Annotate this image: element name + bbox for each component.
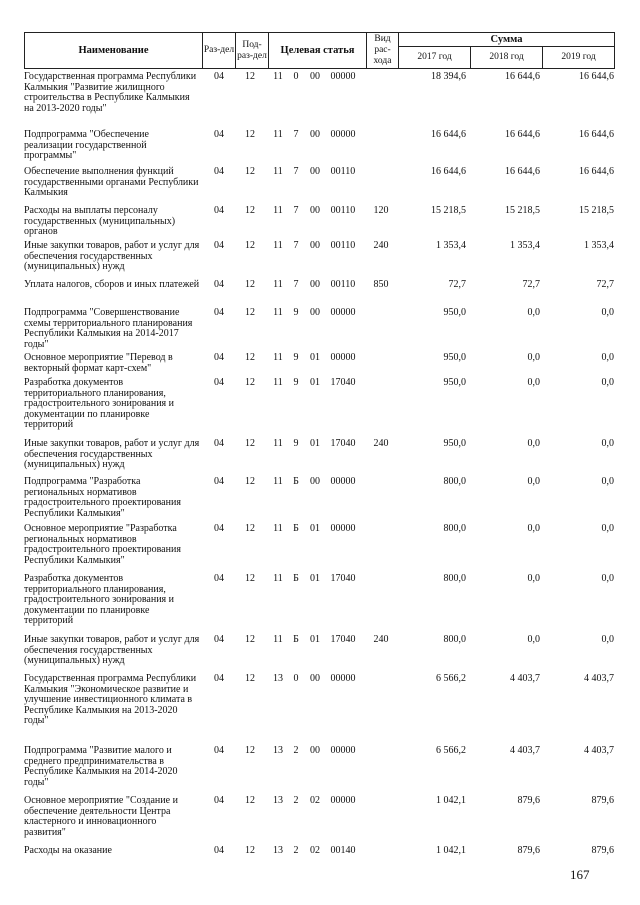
row-podrazdel: 12	[245, 205, 255, 216]
row-cs-event: 00	[310, 240, 320, 251]
row-sum-2017: 800,0	[443, 634, 466, 645]
row-cs-event: 00	[310, 476, 320, 487]
row-cs-direction: 00110	[330, 279, 356, 290]
row-podrazdel: 12	[245, 745, 255, 756]
row-sum-2019: 0,0	[601, 634, 614, 645]
row-cs-event: 00	[310, 279, 320, 290]
row-sum-2019: 879,6	[591, 845, 614, 856]
row-cs-event: 00	[310, 205, 320, 216]
row-cs-program: 11	[273, 166, 283, 177]
row-cs-program: 11	[273, 279, 283, 290]
header-year-2019: 2019 год	[543, 47, 615, 69]
row-sum-2018: 0,0	[527, 573, 540, 584]
row-sum-2017: 950,0	[443, 377, 466, 388]
row-name: Разработка документов территориального планирования, градостроительного зонирования и документации по планировке территорий	[24, 377, 174, 431]
row-sum-2018: 0,0	[527, 523, 540, 534]
row-cs-program: 11	[273, 71, 283, 82]
row-cs-event: 01	[310, 438, 320, 449]
row-cs-event: 00	[310, 71, 320, 82]
row-sum-2017: 950,0	[443, 438, 466, 449]
row-sum-2019: 72,7	[596, 279, 614, 290]
row-sum-2017: 800,0	[443, 573, 466, 584]
row-razdel: 04	[214, 166, 224, 177]
row-razdel: 04	[214, 129, 224, 140]
row-sum-2019: 4 403,7	[584, 745, 614, 756]
row-sum-2018: 879,6	[517, 795, 540, 806]
row-cs-subprogram: Б	[293, 476, 299, 487]
row-sum-2019: 0,0	[601, 476, 614, 487]
row-name: Основное мероприятие "Перевод в векторный формат карт-схем"	[24, 352, 173, 374]
row-sum-2017: 18 394,6	[431, 71, 466, 82]
row-sum-2018: 0,0	[527, 634, 540, 645]
row-sum-2018: 16 644,6	[505, 129, 540, 140]
row-name: Разработка документов территориального планирования, градостроительного зонирования и документации по планировке территорий	[24, 573, 174, 627]
row-cs-direction: 00000	[330, 795, 356, 806]
row-sum-2018: 4 403,7	[510, 745, 540, 756]
row-cs-subprogram: 9	[293, 352, 299, 363]
row-cs-program: 11	[273, 573, 283, 584]
row-sum-2018: 0,0	[527, 438, 540, 449]
row-sum-2019: 0,0	[601, 352, 614, 363]
row-cs-event: 02	[310, 845, 320, 856]
row-sum-2017: 950,0	[443, 352, 466, 363]
row-cs-direction: 00110	[330, 205, 356, 216]
row-sum-2017: 950,0	[443, 307, 466, 318]
row-cs-direction: 00140	[330, 845, 356, 856]
header-vid: Вид рас-хода	[367, 33, 399, 69]
row-sum-2017: 1 042,1	[436, 845, 466, 856]
row-cs-program: 11	[273, 476, 283, 487]
row-razdel: 04	[214, 523, 224, 534]
row-cs-program: 11	[273, 240, 283, 251]
row-sum-2017: 1 353,4	[436, 240, 466, 251]
row-sum-2017: 72,7	[448, 279, 466, 290]
row-name: Государственная программа Республики Калмыкия "Экономическое развитие и улучшение инвестиционного климата в Республике Калмыкия на 2013-2020 годы"	[24, 673, 197, 727]
row-sum-2017: 6 566,2	[436, 745, 466, 756]
row-name: Основное мероприятие "Разработка региональных нормативов градостроительного проектирования Республики Калмыкия"	[24, 523, 181, 566]
row-cs-subprogram: 7	[293, 129, 299, 140]
row-cs-direction: 00000	[330, 307, 356, 318]
row-razdel: 04	[214, 795, 224, 806]
row-name: Иные закупки товаров, работ и услуг для обеспечения государственных (муниципальных) нужд	[24, 240, 200, 273]
row-vid: 240	[373, 240, 389, 251]
row-cs-direction: 00000	[330, 129, 356, 140]
row-podrazdel: 12	[245, 438, 255, 449]
row-name: Обеспечение выполнения функций государственными органами Республики Калмыкия	[24, 166, 199, 199]
header-razdel: Раз-дел	[203, 33, 236, 69]
row-vid: 850	[373, 279, 389, 290]
header-summa: Сумма	[399, 33, 615, 47]
row-vid: 240	[373, 438, 389, 449]
row-sum-2018: 0,0	[527, 476, 540, 487]
row-cs-direction: 00000	[330, 71, 356, 82]
row-name: Расходы на оказание	[24, 845, 112, 856]
row-cs-direction: 00000	[330, 745, 356, 756]
row-sum-2019: 879,6	[591, 795, 614, 806]
row-sum-2017: 1 042,1	[436, 795, 466, 806]
row-razdel: 04	[214, 352, 224, 363]
row-sum-2017: 16 644,6	[431, 129, 466, 140]
row-cs-direction: 17040	[330, 438, 356, 449]
row-podrazdel: 12	[245, 573, 255, 584]
row-sum-2017: 800,0	[443, 523, 466, 534]
row-sum-2017: 6 566,2	[436, 673, 466, 684]
row-sum-2019: 16 644,6	[579, 71, 614, 82]
row-podrazdel: 12	[245, 634, 255, 645]
row-cs-event: 00	[310, 745, 320, 756]
row-cs-program: 11	[273, 205, 283, 216]
row-cs-direction: 17040	[330, 377, 356, 388]
row-cs-event: 01	[310, 352, 320, 363]
row-cs-program: 11	[273, 129, 283, 140]
row-razdel: 04	[214, 673, 224, 684]
row-cs-subprogram: 7	[293, 166, 299, 177]
row-razdel: 04	[214, 634, 224, 645]
row-cs-event: 01	[310, 377, 320, 388]
row-razdel: 04	[214, 377, 224, 388]
row-cs-direction: 00000	[330, 352, 356, 363]
row-cs-direction: 00000	[330, 673, 356, 684]
row-cs-direction: 00000	[330, 523, 356, 534]
row-cs-direction: 17040	[330, 634, 356, 645]
row-cs-subprogram: Б	[293, 523, 299, 534]
row-sum-2018: 72,7	[522, 279, 540, 290]
row-cs-subprogram: 7	[293, 240, 299, 251]
row-sum-2017: 16 644,6	[431, 166, 466, 177]
row-sum-2017: 15 218,5	[431, 205, 466, 216]
row-podrazdel: 12	[245, 279, 255, 290]
row-cs-direction: 17040	[330, 573, 356, 584]
row-cs-subprogram: 7	[293, 205, 299, 216]
row-sum-2019: 0,0	[601, 573, 614, 584]
row-sum-2018: 15 218,5	[505, 205, 540, 216]
row-podrazdel: 12	[245, 377, 255, 388]
row-podrazdel: 12	[245, 166, 255, 177]
row-cs-subprogram: Б	[293, 634, 299, 645]
row-sum-2018: 0,0	[527, 352, 540, 363]
row-cs-subprogram: 9	[293, 307, 299, 318]
row-cs-program: 13	[273, 845, 283, 856]
row-vid: 240	[373, 634, 389, 645]
row-podrazdel: 12	[245, 129, 255, 140]
row-cs-event: 00	[310, 166, 320, 177]
row-cs-program: 11	[273, 634, 283, 645]
row-cs-subprogram: 9	[293, 377, 299, 388]
row-cs-program: 11	[273, 523, 283, 534]
page-number: 167	[570, 867, 590, 882]
row-sum-2019: 0,0	[601, 523, 614, 534]
row-razdel: 04	[214, 71, 224, 82]
row-cs-subprogram: 0	[293, 673, 299, 684]
table-header	[24, 32, 615, 69]
row-cs-subprogram: 2	[293, 845, 299, 856]
header-year-2017: 2017 год	[399, 47, 471, 69]
row-cs-event: 01	[310, 573, 320, 584]
row-vid: 120	[373, 205, 389, 216]
row-sum-2019: 0,0	[601, 307, 614, 318]
row-sum-2019: 1 353,4	[584, 240, 614, 251]
row-sum-2019: 16 644,6	[579, 166, 614, 177]
row-podrazdel: 12	[245, 523, 255, 534]
row-cs-event: 02	[310, 795, 320, 806]
row-cs-subprogram: Б	[293, 573, 299, 584]
row-cs-direction: 00110	[330, 240, 356, 251]
row-cs-subprogram: 0	[293, 71, 299, 82]
row-cs-program: 11	[273, 307, 283, 318]
row-cs-direction: 00000	[330, 476, 356, 487]
row-cs-program: 11	[273, 377, 283, 388]
row-sum-2018: 4 403,7	[510, 673, 540, 684]
row-sum-2018: 0,0	[527, 377, 540, 388]
row-cs-subprogram: 2	[293, 795, 299, 806]
row-razdel: 04	[214, 279, 224, 290]
row-cs-direction: 00110	[330, 166, 356, 177]
row-sum-2019: 4 403,7	[584, 673, 614, 684]
row-podrazdel: 12	[245, 476, 255, 487]
row-cs-subprogram: 7	[293, 279, 299, 290]
row-podrazdel: 12	[245, 352, 255, 363]
row-podrazdel: 12	[245, 240, 255, 251]
row-sum-2018: 879,6	[517, 845, 540, 856]
row-cs-program: 13	[273, 745, 283, 756]
row-name: Иные закупки товаров, работ и услуг для обеспечения государственных (муниципальных) нужд	[24, 438, 200, 471]
row-sum-2019: 0,0	[601, 438, 614, 449]
row-cs-event: 00	[310, 307, 320, 318]
header-celevaya: Целевая статья	[269, 33, 367, 69]
row-name: Уплата налогов, сборов и иных платежей	[24, 279, 200, 290]
header-year-2018: 2018 год	[471, 47, 543, 69]
row-cs-event: 00	[310, 673, 320, 684]
row-cs-program: 13	[273, 795, 283, 806]
row-razdel: 04	[214, 745, 224, 756]
row-name: Подпрограмма "Обеспечение реализации государственной программы"	[24, 129, 149, 162]
row-razdel: 04	[214, 307, 224, 318]
row-name: Подпрограмма "Развитие малого и среднего предпринимательства в Республике Калмыкия на 2014-2020 годы"	[24, 745, 178, 788]
row-cs-subprogram: 9	[293, 438, 299, 449]
row-sum-2018: 1 353,4	[510, 240, 540, 251]
row-name: Расходы на выплаты персоналу государственных (муниципальных) органов	[24, 205, 176, 238]
row-sum-2019: 16 644,6	[579, 129, 614, 140]
row-cs-event: 00	[310, 129, 320, 140]
row-sum-2017: 800,0	[443, 476, 466, 487]
row-cs-program: 13	[273, 673, 283, 684]
row-cs-program: 11	[273, 438, 283, 449]
row-podrazdel: 12	[245, 307, 255, 318]
row-sum-2019: 0,0	[601, 377, 614, 388]
row-name: Подпрограмма "Совершенствование схемы территориального планирования Республики Калмыкия на 2014-2017 годы"	[24, 307, 193, 350]
row-podrazdel: 12	[245, 71, 255, 82]
row-razdel: 04	[214, 573, 224, 584]
row-cs-event: 01	[310, 634, 320, 645]
row-name: Основное мероприятие "Создание и обеспечение деятельности Центра кластерного и инновационного развития"	[24, 795, 178, 838]
row-podrazdel: 12	[245, 673, 255, 684]
row-name: Государственная программа Республики Калмыкия "Развитие жилищного строительства в Республике Калмыкия на 2013-2020 годы"	[24, 71, 197, 114]
row-sum-2018: 16 644,6	[505, 166, 540, 177]
row-razdel: 04	[214, 476, 224, 487]
row-razdel: 04	[214, 240, 224, 251]
row-name: Иные закупки товаров, работ и услуг для обеспечения государственных (муниципальных) нужд	[24, 634, 200, 667]
row-podrazdel: 12	[245, 795, 255, 806]
row-razdel: 04	[214, 205, 224, 216]
row-sum-2018: 16 644,6	[505, 71, 540, 82]
row-cs-program: 11	[273, 352, 283, 363]
row-razdel: 04	[214, 845, 224, 856]
header-name: Наименование	[25, 33, 203, 69]
row-cs-event: 01	[310, 523, 320, 534]
row-razdel: 04	[214, 438, 224, 449]
row-sum-2018: 0,0	[527, 307, 540, 318]
row-cs-subprogram: 2	[293, 745, 299, 756]
row-podrazdel: 12	[245, 845, 255, 856]
header-podrazdel: Под-раз-дел	[236, 33, 269, 69]
row-sum-2019: 15 218,5	[579, 205, 614, 216]
row-name: Подпрограмма "Разработка региональных нормативов градостроительного проектирования Республики Калмыкия"	[24, 476, 181, 519]
